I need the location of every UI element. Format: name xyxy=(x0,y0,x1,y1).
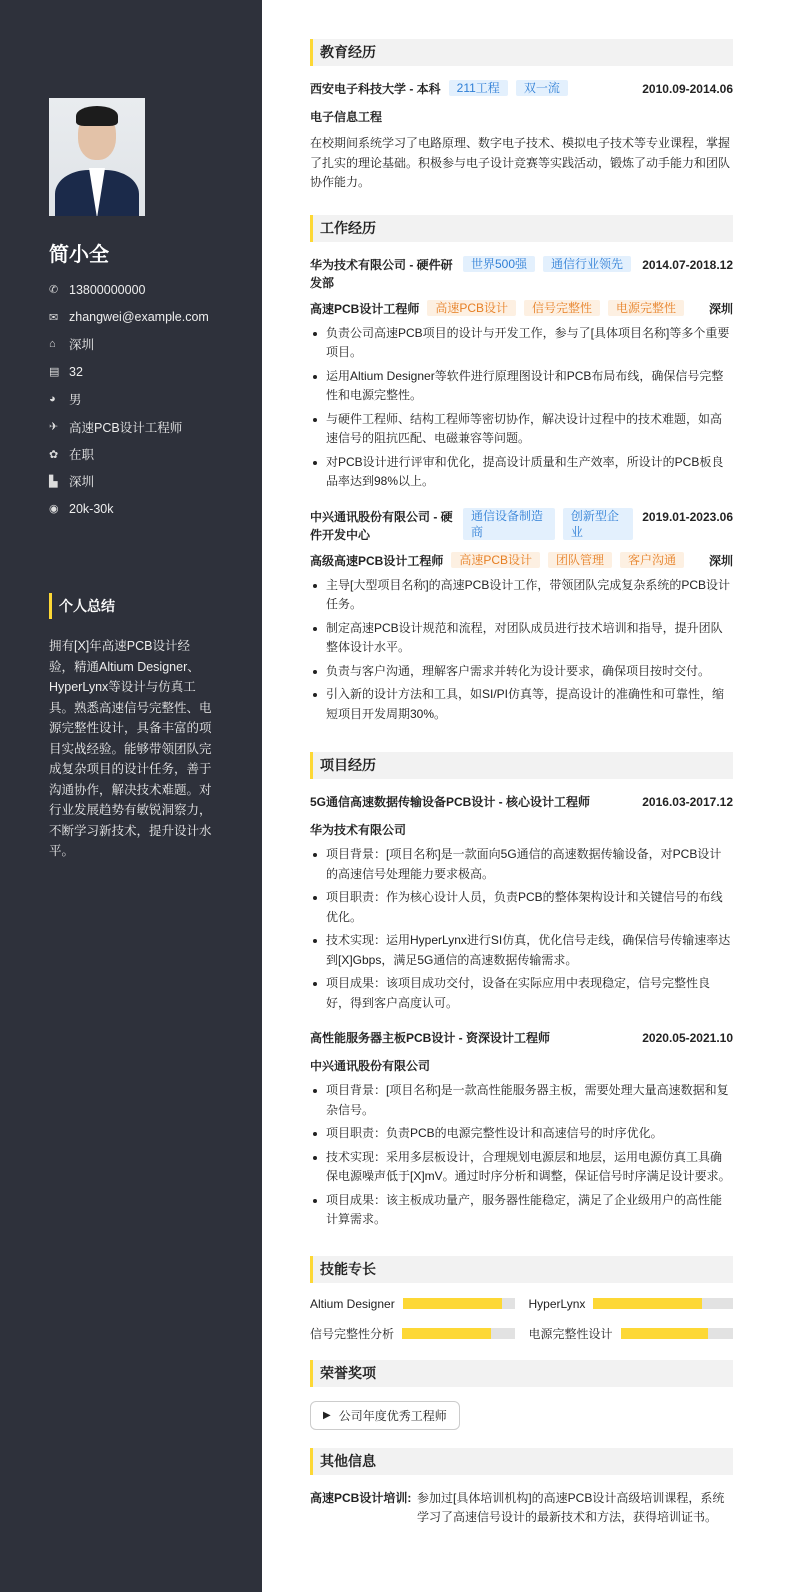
contact-text: 深圳 xyxy=(69,475,95,490)
company: 中兴通讯股份有限公司 - 硬件开发中心 xyxy=(310,509,453,542)
project-company: 中兴通讯股份有限公司 xyxy=(310,1059,431,1073)
bullet-item: 对PCB设计进行评审和优化，提高设计质量和生产效率，所设计的PCB板良品率达到98%以上。 xyxy=(310,453,733,492)
job-entry xyxy=(310,256,733,492)
date: 2020.05-2021.10 xyxy=(642,1031,733,1045)
tag: 通信设备制造商 xyxy=(463,508,555,540)
city: 深圳 xyxy=(708,553,733,568)
bullet-item: 负责公司高速PCB项目的设计与开发工作，参与了[具体项目名称]等多个重要项目。 xyxy=(310,324,733,363)
contact-text: 32 xyxy=(69,364,83,379)
skill-name: 电源完整性设计 xyxy=(528,1326,613,1341)
contact-text: 高速PCB设计工程师 xyxy=(69,420,183,435)
skill-name: HyperLynx xyxy=(528,1296,586,1311)
other-section-title: 其他信息 xyxy=(310,1448,733,1475)
tag: 211工程 xyxy=(449,80,508,96)
contact-text: 20k-30k xyxy=(69,501,114,516)
skill-name: 信号完整性分析 xyxy=(310,1326,395,1341)
school: 西安电子科技大学 - 本科 xyxy=(310,82,441,96)
contact-item xyxy=(49,413,209,440)
tag: 高速PCB设计 xyxy=(427,300,516,316)
avatar xyxy=(49,98,145,216)
honors-section-title: 荣誉奖项 xyxy=(310,1360,733,1387)
contact-item xyxy=(49,303,209,330)
other-label: 高速PCB设计培训: xyxy=(310,1490,412,1505)
age-icon: ▤ xyxy=(49,366,60,379)
sidebar xyxy=(0,0,262,1592)
company: 华为技术有限公司 - 硬件研发部 xyxy=(310,257,453,290)
tag: 高速PCB设计 xyxy=(451,552,540,568)
city: 深圳 xyxy=(708,301,733,316)
tag: 信号完整性 xyxy=(524,300,600,316)
bullet-item: 项目背景：[项目名称]是一款高性能服务器主板，需要处理大量高速数据和复杂信号。 xyxy=(310,1081,733,1120)
main-content xyxy=(310,39,733,1527)
job-entry xyxy=(310,508,733,725)
phone-icon: ✆ xyxy=(49,284,59,297)
home-icon: ⌂ xyxy=(49,338,56,351)
summary-title: 个人总结 xyxy=(49,593,115,619)
bullet-item: 与硬件工程师、结构工程师等密切协作，解决设计过程中的技术难题，如高速信号的阻抗匹配、电磁兼容等问题。 xyxy=(310,410,733,449)
bullet-item: 项目成果：该主板成功量产，服务器性能稳定，满足了企业级用户的高性能计算需求。 xyxy=(310,1191,733,1230)
contact-item xyxy=(49,331,209,358)
tag: 双一流 xyxy=(516,80,568,96)
role: 高速PCB设计工程师 xyxy=(310,301,420,316)
education-desc: 在校期间系统学习了电路原理、数字电子技术、模拟电子技术等专业课程，掌握了扎实的理论基础。积极参与电子设计竞赛等实践活动，锻炼了动手能力和团队协作能力。 xyxy=(310,136,731,189)
project-company: 华为技术有限公司 xyxy=(310,823,407,837)
work-section-title: 工作经历 xyxy=(310,215,733,242)
major: 电子信息工程 xyxy=(310,110,383,124)
bullet-item: 引入新的设计方法和工具，如SI/PI仿真等，提高设计的准确性和可靠性，缩短项目开发周期30%。 xyxy=(310,685,733,724)
contact-item xyxy=(49,358,209,385)
tag: 世界500强 xyxy=(463,256,535,272)
contact-item xyxy=(49,386,209,413)
award-name: 公司年度优秀工程师 xyxy=(338,1408,447,1423)
bullet-item: 运用Altium Designer等软件进行原理图设计和PCB布局布线，确保信号完整性和电源完整性。 xyxy=(310,367,733,406)
project-name: 高性能服务器主板PCB设计 - 资深设计工程师 xyxy=(310,1031,551,1045)
play-icon: ▶ xyxy=(323,1409,331,1421)
project-name: 5G通信高速数据传输设备PCB设计 - 核心设计工程师 xyxy=(310,795,591,809)
status-icon: ✿ xyxy=(49,448,59,461)
date: 2014.07-2018.12 xyxy=(642,257,733,272)
bullet-item: 项目职责：负责PCB的电源完整性设计和高速信号的时序优化。 xyxy=(310,1124,733,1144)
job-icon: ✈ xyxy=(49,421,59,434)
skill-bar xyxy=(403,1298,515,1309)
skill-bar xyxy=(402,1328,514,1339)
contact-text: 在职 xyxy=(69,448,95,463)
skills-section-title: 技能专长 xyxy=(310,1256,733,1283)
award-badge xyxy=(310,1401,460,1430)
project-entry xyxy=(310,793,733,1013)
education-section-title: 教育经历 xyxy=(310,39,733,66)
contact-item xyxy=(49,495,209,522)
contact-list xyxy=(49,276,209,523)
bullet-item: 技术实现：采用多层板设计，合理规划电源层和地层，运用电源仿真工具确保电源噪声低于[X]mV。通过时序分析和调整，保证信号时序满足设计要求。 xyxy=(310,1148,733,1187)
tag: 创新型企业 xyxy=(563,508,633,540)
bullet-item: 项目职责：作为核心设计人员，负责PCB的整体架构设计和关键信号的布线优化。 xyxy=(310,888,733,927)
skill-item xyxy=(310,1325,515,1342)
contact-text: 深圳 xyxy=(69,338,95,353)
tag: 电源完整性 xyxy=(608,300,684,316)
contact-item xyxy=(49,440,209,467)
skill-item xyxy=(529,1325,734,1342)
project-entry xyxy=(310,1029,733,1230)
salary-icon: ◉ xyxy=(49,503,59,516)
bullet-item: 技术实现：运用HyperLynx进行SI仿真，优化信号走线，确保信号传输速率达到[X]Gbps，满足5G通信的高速数据传输需求。 xyxy=(310,931,733,970)
summary-text: 拥有[X]年高速PCB设计经验，精通Altium Designer、HyperLynx等设计与仿真工具。熟悉高速信号完整性、电源完整性设计，具备丰富的项目实战经验。能够带领团队完成复杂项目的设计任务，善于沟通协作，解决技术难题。对行业发展趋势有敏锐洞察力，不断学习新技术，提升设计水平。 xyxy=(49,639,212,858)
tag: 通信行业领先 xyxy=(543,256,631,272)
contact-text: 男 xyxy=(69,393,82,408)
candidate-name: 简小全 xyxy=(49,244,109,266)
contact-text: zhangwei@example.com xyxy=(69,310,209,325)
projects-section-title: 项目经历 xyxy=(310,752,733,779)
skill-item xyxy=(529,1297,734,1311)
city-icon: ▙ xyxy=(49,475,58,488)
contact-item xyxy=(49,276,209,303)
mail-icon: ✉ xyxy=(49,311,59,324)
tag: 团队管理 xyxy=(548,552,612,568)
date: 2016.03-2017.12 xyxy=(642,795,733,809)
role: 高级高速PCB设计工程师 xyxy=(310,553,444,568)
contact-text: 13800000000 xyxy=(69,282,146,297)
skill-bar xyxy=(621,1328,733,1339)
contact-item xyxy=(49,468,209,495)
bullet-item: 负责与客户沟通，理解客户需求并转化为设计要求，确保项目按时交付。 xyxy=(310,662,733,682)
date: 2019.01-2023.06 xyxy=(642,509,733,524)
other-text: 参加过[具体培训机构]的高速PCB设计高级培训课程，系统学习了高速信号设计的最新技术和方法，获得培训证书。 xyxy=(417,1490,725,1524)
skill-item xyxy=(310,1297,515,1311)
gender-icon: ◕ xyxy=(49,393,56,406)
date: 2010.09-2014.06 xyxy=(642,82,733,96)
bullet-item: 项目成果：该项目成功交付，设备在实际应用中表现稳定，信号完整性良好，得到客户高度认可。 xyxy=(310,974,733,1013)
skill-name: Altium Designer xyxy=(310,1296,395,1311)
tag: 客户沟通 xyxy=(620,552,684,568)
bullet-item: 项目背景：[项目名称]是一款面向5G通信的高速数据传输设备，对PCB设计的高速信号处理能力要求极高。 xyxy=(310,845,733,884)
skill-bar xyxy=(593,1298,733,1309)
bullet-item: 主导[大型项目名称]的高速PCB设计工作，带领团队完成复杂系统的PCB设计任务。 xyxy=(310,576,733,615)
bullet-item: 制定高速PCB设计规范和流程，对团队成员进行技术培训和指导，提升团队整体设计水平。 xyxy=(310,619,733,658)
